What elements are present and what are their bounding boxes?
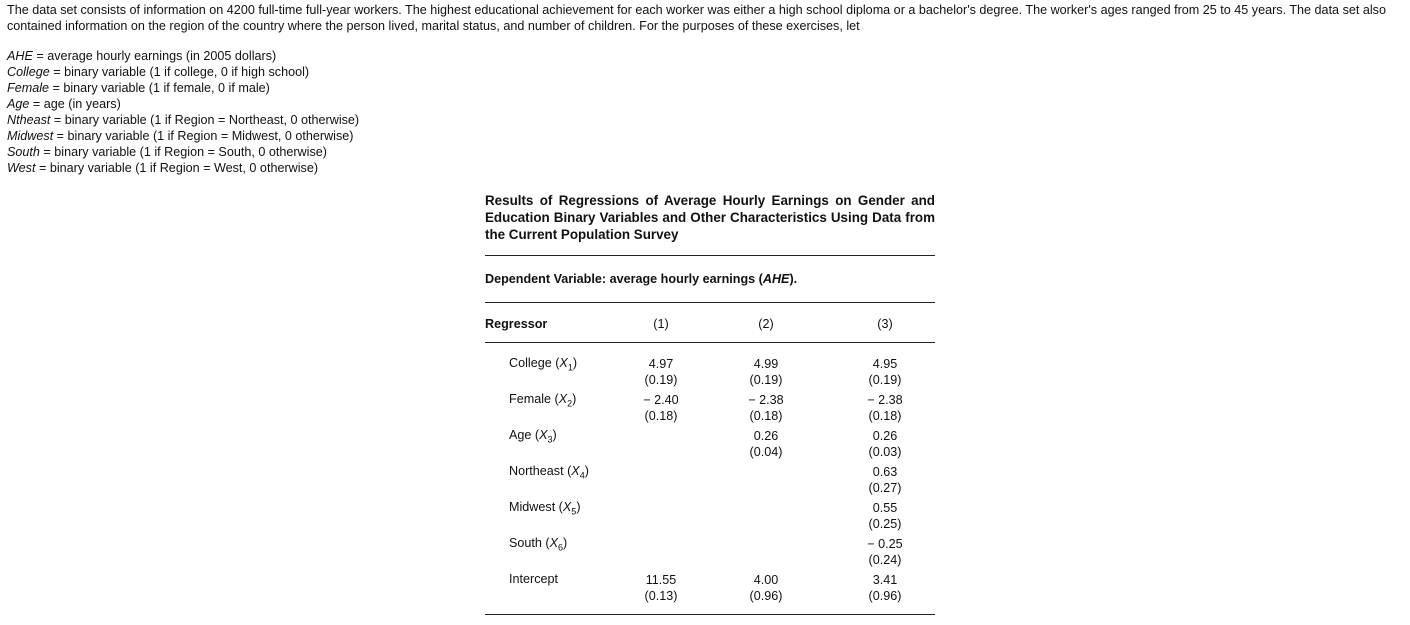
- definition-var: Ntheast: [7, 113, 51, 127]
- coefficient: 4.97: [648, 357, 674, 371]
- depvar-suffix: ).: [789, 272, 798, 286]
- regressor-symbol: [549, 536, 564, 553]
- depvar-prefix: Dependent Variable: average hourly earnings (: [485, 272, 763, 286]
- standard-error: (0.27): [868, 481, 902, 495]
- coefficient: 0.63: [872, 465, 898, 479]
- standard-error: (0.25): [868, 517, 902, 531]
- regressor-subscript: 6: [558, 542, 564, 553]
- coefficient: 11.55: [645, 573, 677, 587]
- coefficient: 0.26: [872, 429, 898, 443]
- regressor-symbol-letter: X: [562, 500, 572, 514]
- coef-cell: [845, 536, 925, 568]
- regressor-symbol: [539, 428, 553, 445]
- row-label: [509, 392, 576, 409]
- coef-cell: [845, 428, 925, 460]
- definition-midwest: [7, 128, 359, 144]
- row-label: [509, 464, 589, 481]
- definition-west: [7, 160, 359, 176]
- coef-cell: [845, 392, 925, 424]
- regressor-symbol-letter: X: [558, 392, 568, 406]
- coef-cell: [726, 428, 806, 460]
- definition-desc: = binary variable (1 if Region = Northeast, 0 otherwise): [50, 113, 360, 127]
- regressor-symbol: [562, 500, 577, 517]
- definition-desc: = age (in years): [29, 97, 121, 111]
- row-label-text: Age (: [509, 428, 540, 442]
- definition-var: Age: [7, 97, 30, 111]
- regressor-symbol: [571, 464, 585, 481]
- table-title: Results of Regressions of Average Hourly Earnings on Gender and Education Binary Variables and Other Characteristics Using Data from the Current Population Survey: [485, 193, 935, 242]
- coef-cell: [845, 500, 925, 532]
- row-label-text: Female (: [509, 392, 559, 406]
- row-label-text: College (: [509, 356, 560, 370]
- header-col-3: (3): [877, 317, 893, 331]
- definition-college: [7, 64, 359, 80]
- definition-desc: = binary variable (1 if college, 0 if high school): [49, 65, 310, 79]
- depvar-name: AHE: [762, 272, 790, 286]
- regressor-symbol-letter: X: [549, 536, 559, 550]
- regressor-subscript: 1: [567, 362, 573, 373]
- row-label-text: Intercept: [509, 572, 559, 586]
- table-rule-dep: [485, 302, 935, 303]
- header-col-2: (2): [758, 317, 774, 331]
- regressor-symbol: [558, 392, 573, 409]
- standard-error: (0.18): [644, 409, 678, 423]
- row-label-close: ): [563, 536, 568, 550]
- header-regressor: Regressor: [485, 317, 548, 331]
- row-label: [509, 572, 558, 586]
- row-label-close: ): [572, 356, 578, 370]
- table-rule-header: [485, 342, 935, 343]
- definition-female: [7, 80, 359, 96]
- regressor-subscript: 4: [579, 470, 585, 481]
- definition-south: [7, 144, 359, 160]
- definition-desc: = binary variable (1 if Region = Midwest, 0 otherwise): [53, 129, 354, 143]
- row-label-text: Northeast (: [509, 464, 572, 478]
- row-label-close: ): [552, 428, 557, 442]
- standard-error: (0.19): [644, 373, 678, 387]
- standard-error: (0.96): [868, 589, 902, 603]
- intro-paragraph: The data set consists of information on 4200 full-time full-year workers. The highest educational achievement for each worker was either a high school diploma or a bachelor's degree. The worker's ages ranged from 25 to 45 years. The data set also contained information on the region of the country where the person lived, marital status, and number of children. For the purposes of these exercises, let: [7, 3, 1386, 33]
- definition-desc: = binary variable (1 if female, 0 if male): [49, 81, 270, 95]
- regressor-symbol-letter: X: [571, 464, 580, 478]
- coefficient: 4.99: [753, 357, 779, 371]
- dependent-variable-label: [485, 272, 797, 286]
- coef-cell: [726, 572, 806, 604]
- table-rule-bottom: [485, 614, 935, 615]
- regressor-subscript: 3: [547, 434, 553, 445]
- definition-ntheast: [7, 112, 359, 128]
- coef-cell: [621, 356, 701, 388]
- definition-desc: = binary variable (1 if Region = West, 0 otherwise): [35, 161, 319, 175]
- coef-cell: [845, 572, 925, 604]
- definition-var: South: [7, 145, 40, 159]
- standard-error: (0.19): [868, 373, 902, 387]
- standard-error: (0.19): [749, 373, 783, 387]
- regressor-symbol-letter: X: [559, 356, 568, 370]
- row-label: [509, 536, 567, 553]
- regression-table: [485, 192, 935, 603]
- row-label-close: ): [576, 500, 581, 514]
- definition-desc: = average hourly earnings (in 2005 dollars): [32, 49, 277, 63]
- definition-var: Female: [7, 81, 49, 95]
- definition-var: Midwest: [7, 129, 54, 143]
- coef-cell: [621, 572, 701, 604]
- standard-error: (0.24): [868, 553, 902, 567]
- definition-age: [7, 96, 359, 112]
- regressor-subscript: 5: [571, 506, 577, 517]
- standard-error: (0.03): [868, 445, 902, 459]
- definition-var: College: [7, 65, 50, 79]
- coefficient: − 2.38: [867, 393, 903, 407]
- row-label-text: Midwest (: [509, 500, 563, 514]
- standard-error: (0.96): [749, 589, 783, 603]
- standard-error: (0.04): [749, 445, 783, 459]
- coef-cell: [726, 392, 806, 424]
- coefficient: 4.95: [872, 357, 898, 371]
- definition-var: AHE: [7, 49, 33, 63]
- definition-desc: = binary variable (1 if Region = South, 0 otherwise): [39, 145, 327, 159]
- row-label: [509, 356, 577, 373]
- row-label-close: ): [572, 392, 577, 406]
- coefficient: 3.41: [872, 573, 898, 587]
- row-label-close: ): [584, 464, 589, 478]
- coefficient: 0.26: [753, 429, 779, 443]
- definition-var: West: [7, 161, 36, 175]
- standard-error: (0.18): [749, 409, 783, 423]
- regressor-symbol: [559, 356, 573, 373]
- row-label-text: South (: [509, 536, 550, 550]
- standard-error: (0.13): [644, 589, 678, 603]
- coef-cell: [845, 356, 925, 388]
- coefficient: − 2.40: [643, 393, 679, 407]
- variable-definitions: [7, 48, 359, 176]
- coefficient: 4.00: [753, 573, 779, 587]
- table-rule-top: [485, 255, 935, 256]
- coefficient: − 2.38: [748, 393, 784, 407]
- regressor-symbol-letter: X: [539, 428, 548, 442]
- coefficient: − 0.25: [867, 537, 903, 551]
- coef-cell: [845, 464, 925, 496]
- standard-error: (0.18): [868, 409, 902, 423]
- definition-ahe: [7, 48, 359, 64]
- row-label: [509, 428, 557, 445]
- header-col-1: (1): [653, 317, 669, 331]
- regressor-subscript: 2: [567, 398, 573, 409]
- coef-cell: [621, 392, 701, 424]
- coef-cell: [726, 356, 806, 388]
- coefficient: 0.55: [872, 501, 898, 515]
- row-label: [509, 500, 581, 517]
